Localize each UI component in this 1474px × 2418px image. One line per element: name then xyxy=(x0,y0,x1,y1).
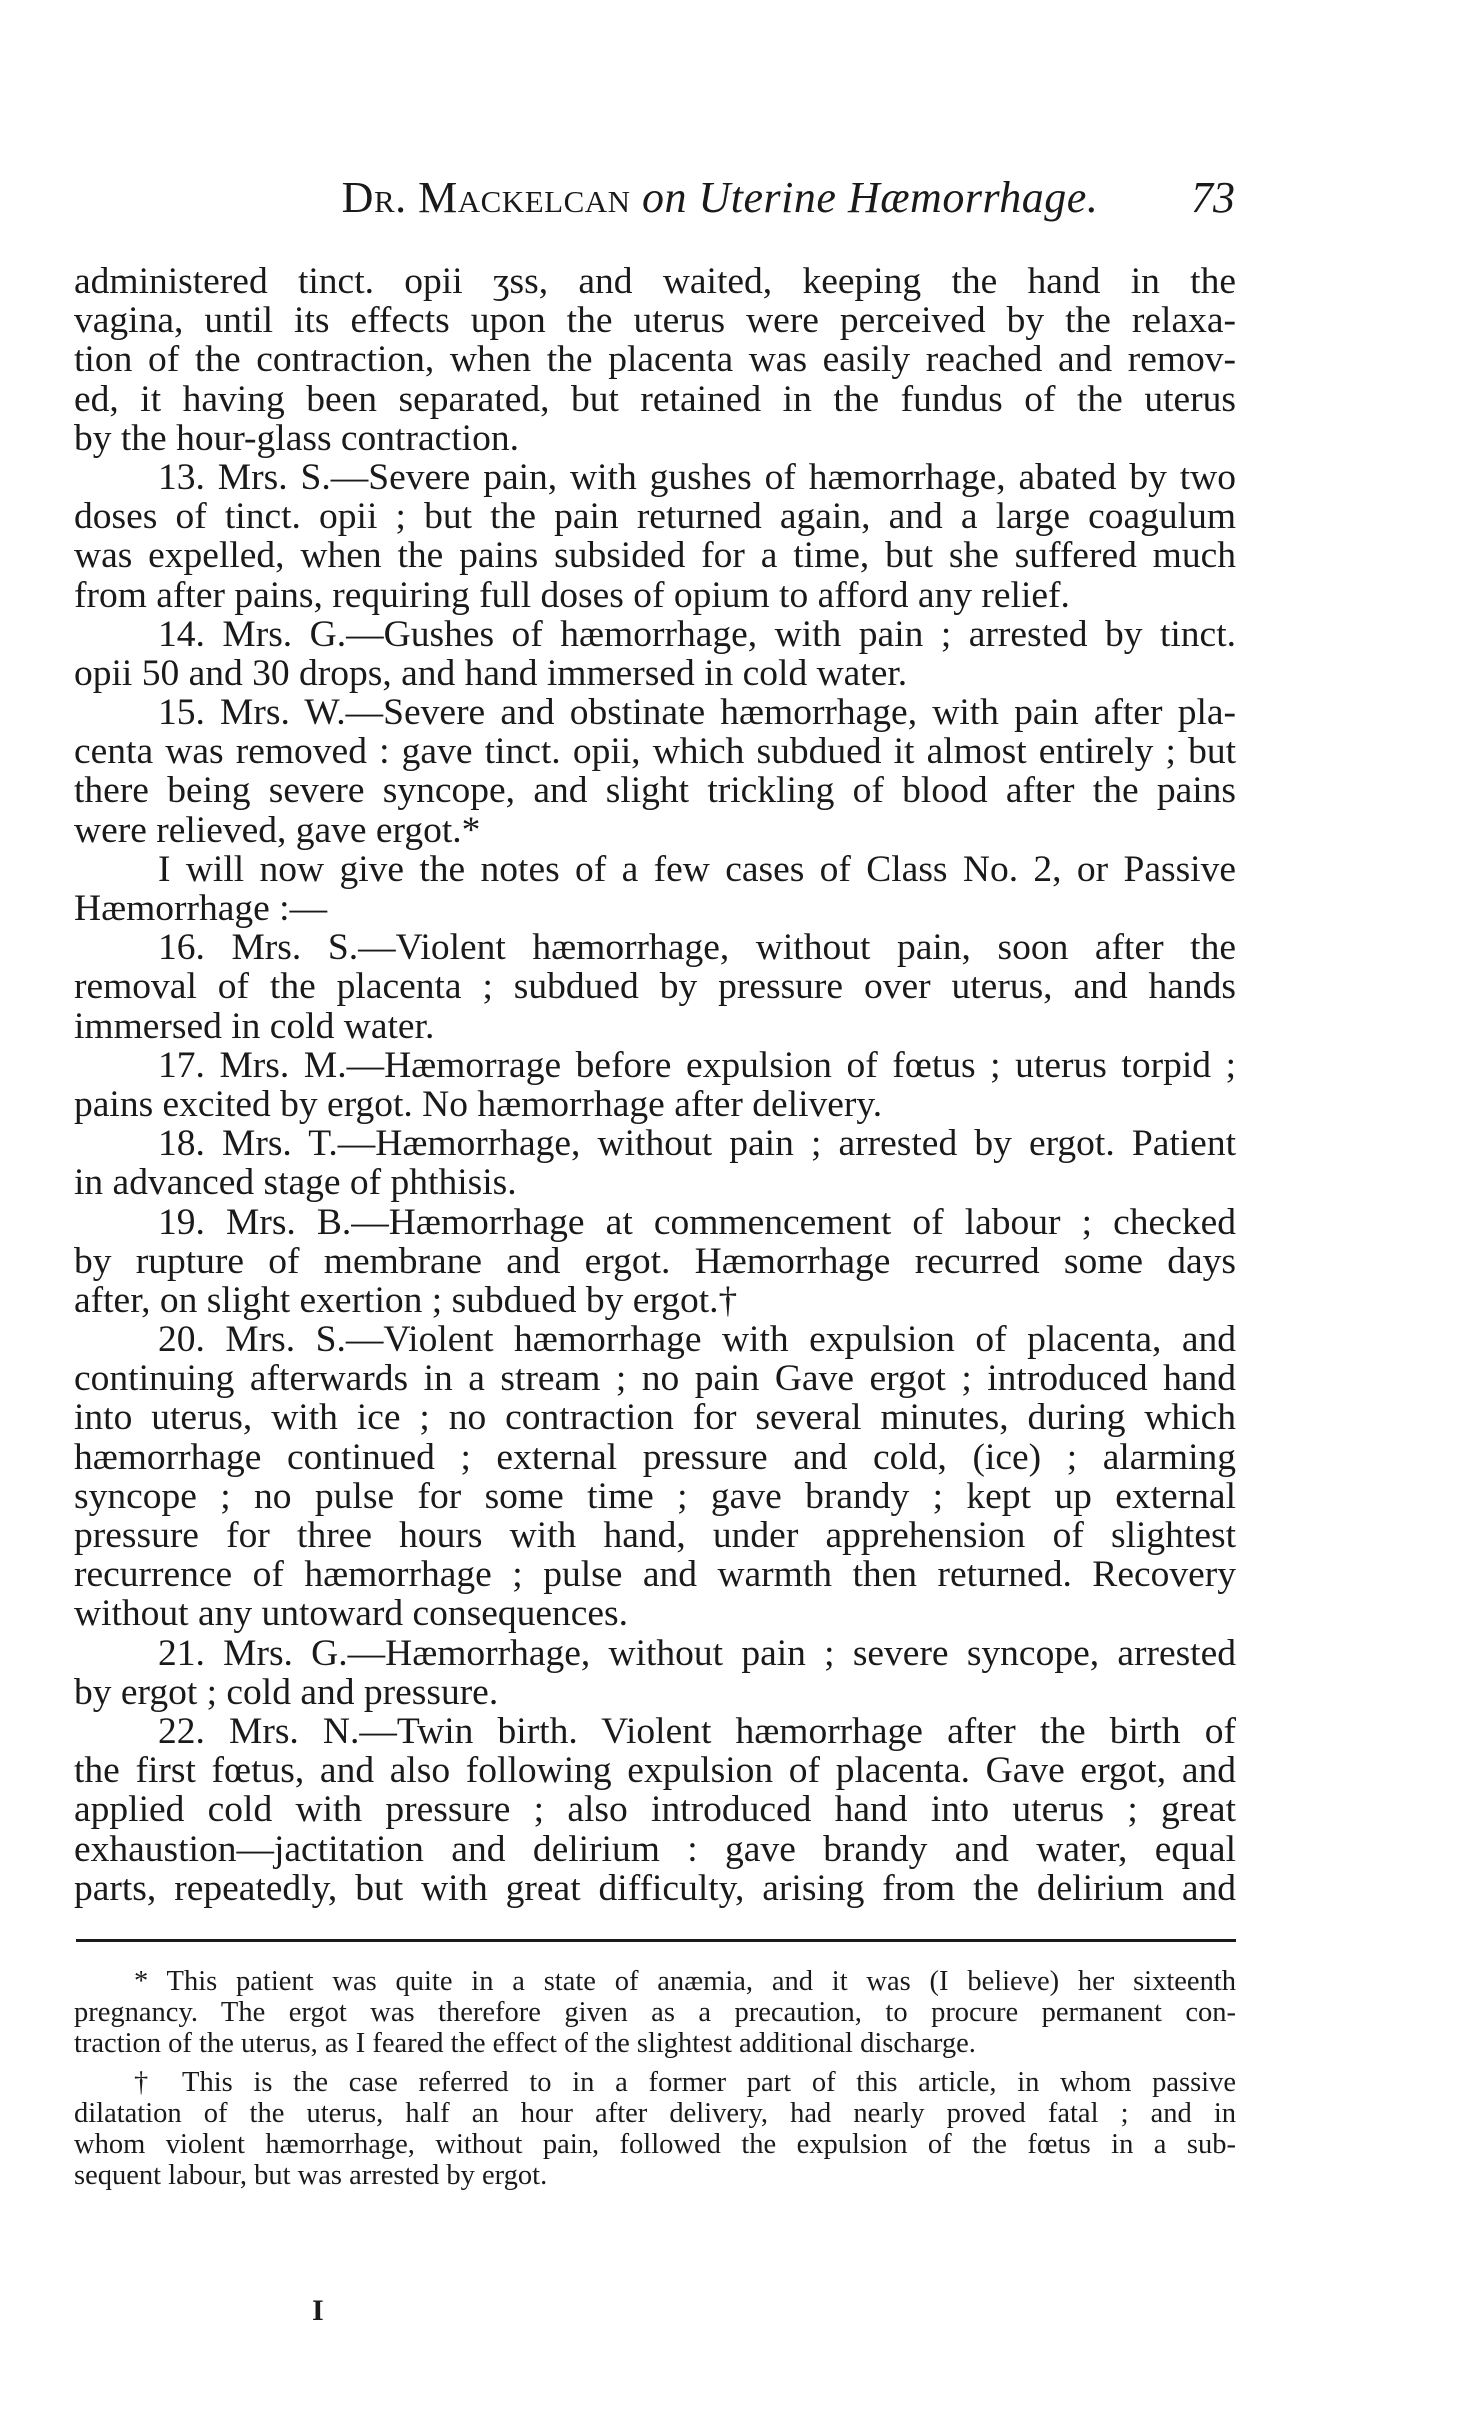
text-line: applied cold with pressure ; also introduced hand into uterus ; great xyxy=(74,1789,1236,1831)
text-line: 17. Mrs. M.—Hæmorrage before expulsion of fœtus ; uterus torpid ; xyxy=(158,1044,1236,1086)
footnote-line: dilatation of the uterus, half an hour after delivery, had nearly proved fatal ; and in xyxy=(74,2098,1236,2129)
signature-mark: I xyxy=(312,2294,324,2327)
text-line: 13. Mrs. S.—Severe pain, with gushes of hæmorrhage, abated by two xyxy=(158,456,1236,498)
text-line: vagina, until its effects upon the uterus were perceived by the relaxa- xyxy=(74,300,1236,342)
text-line: was expelled, when the pains subsided for a time, but she suffered much xyxy=(74,535,1236,577)
text-line: tion of the contraction, when the placenta was easily reached and remov- xyxy=(74,339,1236,381)
text-line: 19. Mrs. B.—Hæmorrhage at commencement of labour ; checked xyxy=(158,1201,1236,1243)
footnote-line: traction of the uterus, as I feared the effect of the slightest additional discharge. xyxy=(74,2028,976,2059)
text-line: in advanced stage of phthisis. xyxy=(74,1162,517,1204)
running-header xyxy=(270,172,1235,226)
footnote-line: † This is the case referred to in a former part of this article, in whom passive xyxy=(134,2067,1236,2098)
text-line: continuing afterwards in a stream ; no pain Gave ergot ; introduced hand xyxy=(74,1358,1236,1400)
header-author-title: Dr. xyxy=(341,173,407,222)
footnote-rule xyxy=(76,1939,1236,1942)
text-line: pressure for three hours with hand, under apprehension of slightest xyxy=(74,1515,1236,1556)
text-line: removal of the placenta ; subdued by pressure over uterus, and hands xyxy=(74,966,1236,1008)
header-subject: Uterine Hæmorrhage. xyxy=(698,173,1099,222)
text-line: opii 50 and 30 drops, and hand immersed in cold water. xyxy=(74,652,908,694)
header-author-name: Mackelcan xyxy=(418,173,631,222)
text-line: pains excited by ergot. No hæmorrhage after delivery. xyxy=(74,1083,883,1125)
text-line: from after pains, requiring full doses of opium to afford any relief. xyxy=(74,574,1070,616)
text-line: syncope ; no pulse for some time ; gave brandy ; kept up external xyxy=(74,1475,1236,1517)
body-text xyxy=(74,262,1236,1908)
text-line: 14. Mrs. G.—Gushes of hæmorrhage, with pain ; arrested by tinct. xyxy=(158,613,1236,655)
header-on: on xyxy=(642,173,688,222)
text-line: centa was removed : gave tinct. opii, which subdued it almost entirely ; but xyxy=(74,731,1236,773)
text-line: 20. Mrs. S.—Violent hæmorrhage with expulsion of placenta, and xyxy=(158,1319,1236,1361)
text-line: after, on slight exertion ; subdued by ergot.† xyxy=(74,1279,738,1321)
text-line: immersed in cold water. xyxy=(74,1005,435,1047)
footnote-line: whom violent hæmorrhage, without pain, followed the expulsion of the fœtus in a sub- xyxy=(74,2129,1236,2160)
text-line: recurrence of hæmorrhage ; pulse and warmth then returned. Recovery xyxy=(74,1554,1236,1596)
text-line: administered tinct. opii ʒss, and waited, keeping the hand in the xyxy=(74,261,1236,302)
text-line: 15. Mrs. W.—Severe and obstinate hæmorrhage, with pain after pla- xyxy=(158,692,1236,734)
text-line: parts, repeatedly, but with great difficulty, arising from the delirium and xyxy=(74,1867,1236,1909)
text-line: without any untoward consequences. xyxy=(74,1593,629,1635)
text-line: the first fœtus, and also following expulsion of placenta. Gave ergot, and xyxy=(74,1750,1236,1792)
footnote-gap xyxy=(74,2059,1236,2067)
footnote-line: sequent labour, but was arrested by ergot. xyxy=(74,2160,548,2191)
text-line: into uterus, with ice ; no contraction for several minutes, during which xyxy=(74,1397,1236,1439)
text-line: by ergot ; cold and pressure. xyxy=(74,1671,499,1713)
text-line: by rupture of membrane and ergot. Hæmorrhage recurred some days xyxy=(74,1240,1236,1282)
footnote-line: pregnancy. The ergot was therefore given as a precaution, to procure permanent con- xyxy=(74,1997,1236,2028)
text-line: 16. Mrs. S.—Violent hæmorrhage, without pain, soon after the xyxy=(158,927,1236,969)
header-title xyxy=(270,172,1170,223)
text-line: 22. Mrs. N.—Twin birth. Violent hæmorrhage after the birth of xyxy=(158,1710,1236,1752)
text-line: there being severe syncope, and slight trickling of blood after the pains xyxy=(74,770,1236,812)
text-line: were relieved, gave ergot.* xyxy=(74,809,481,851)
text-line: hæmorrhage continued ; external pressure and cold, (ice) ; alarming xyxy=(74,1436,1236,1478)
page-number: 73 xyxy=(1191,173,1235,222)
text-line: 18. Mrs. T.—Hæmorrhage, without pain ; arrested by ergot. Patient xyxy=(158,1123,1236,1165)
footnotes xyxy=(74,1966,1236,2191)
text-line: doses of tinct. opii ; but the pain returned again, and a large coagulum xyxy=(74,496,1236,538)
text-line: exhaustion—jactitation and delirium : gave brandy and water, equal xyxy=(74,1828,1236,1870)
text-line: by the hour-glass contraction. xyxy=(74,417,519,459)
text-line: Hæmorrhage :— xyxy=(74,888,328,929)
text-line: ed, it having been separated, but retained in the fundus of the uterus xyxy=(74,378,1236,420)
footnote-line: * This patient was quite in a state of anæmia, and it was (I believe) her sixteenth xyxy=(134,1966,1236,1997)
text-line: I will now give the notes of a few cases of Class No. 2, or Passive xyxy=(158,848,1236,890)
text-line: 21. Mrs. G.—Hæmorrhage, without pain ; severe syncope, arrested xyxy=(158,1632,1236,1674)
